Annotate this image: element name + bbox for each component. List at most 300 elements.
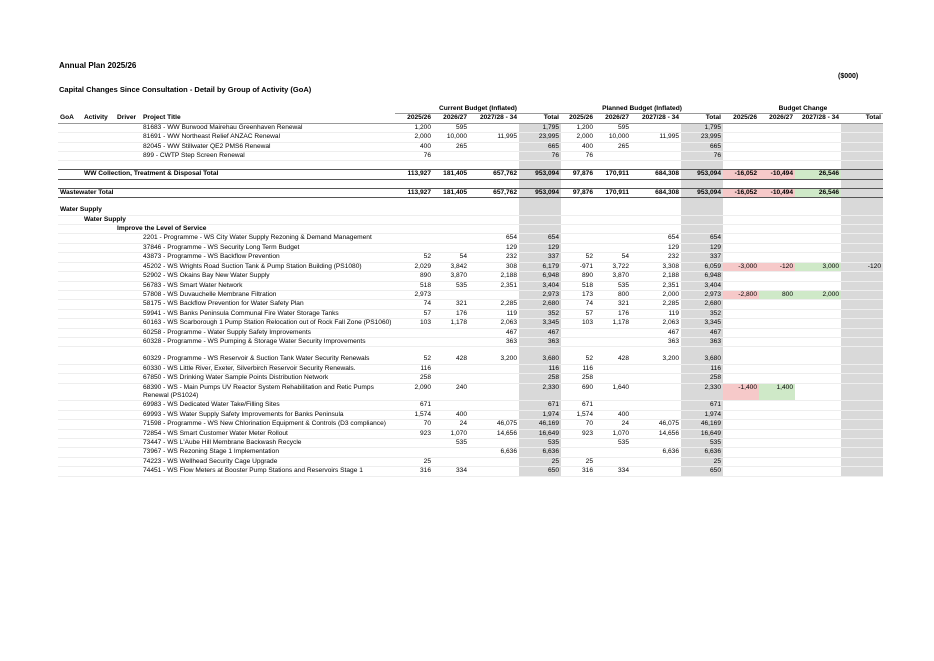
change-total <box>841 448 883 457</box>
change-y2 <box>759 457 795 466</box>
change-y3 <box>795 420 841 429</box>
project-title: 59941 - WS Banks Peninsula Communal Fire Water Storage Tanks <box>141 309 395 318</box>
planned-total: 671 <box>681 401 723 410</box>
spacer-row <box>58 198 883 207</box>
change-total <box>841 243 883 252</box>
change-y3 <box>795 429 841 438</box>
planned-y2 <box>595 243 631 252</box>
project-title: 60258 - Programme - Water Supply Safety Improvements <box>141 328 395 337</box>
planned-y1 <box>561 328 595 337</box>
current-y2: 334 <box>433 467 469 476</box>
planned-y3: 11,995 <box>631 133 681 142</box>
total-label: WW Collection, Treatment & Disposal Total <box>82 170 395 179</box>
group-label: Water Supply <box>58 206 395 215</box>
change-y2: -120 <box>759 262 795 271</box>
project-title: 69993 - WS Water Supply Safety Improvements for Banks Peninsula <box>141 410 395 419</box>
project-title: 82045 - WW Stillwater QE2 PMS6 Renewal <box>141 142 395 151</box>
unit-label: ($000) <box>838 73 859 80</box>
change-y1 <box>723 309 759 318</box>
current-y2: 1,178 <box>433 319 469 328</box>
current-y1: 103 <box>395 319 433 328</box>
change-total <box>841 123 883 132</box>
planned-y2: 3,870 <box>595 272 631 281</box>
change-total <box>841 383 883 401</box>
change-y3 <box>795 123 841 132</box>
group-header-row <box>58 105 883 114</box>
planned-y3 <box>631 383 681 401</box>
change-y2 <box>759 253 795 262</box>
change-total <box>841 133 883 142</box>
change-y2 <box>759 243 795 252</box>
current-y3: 6,636 <box>469 448 519 457</box>
change-y3 <box>795 142 841 151</box>
project-title: 56783 - WS Smart Water Network <box>141 281 395 290</box>
col-current-total: Total <box>519 114 561 123</box>
table-row <box>58 355 883 364</box>
table-row <box>58 420 883 429</box>
column-header-row <box>58 114 883 123</box>
change-y2: 800 <box>759 290 795 299</box>
project-title: 81691 - WW Northeast Relief ANZAC Renewal <box>141 133 395 142</box>
planned-y3: 2,000 <box>631 290 681 299</box>
planned-y2: 535 <box>595 281 631 290</box>
project-title: 71598 - Programme - WS New Chlorination Equipment & Controls (D3 compliance) <box>141 420 395 429</box>
project-title: 67850 - WS Drinking Water Sample Points Distribution Network <box>141 374 395 383</box>
current-budget-header: Current Budget (Inflated) <box>395 105 561 114</box>
change-y1 <box>723 281 759 290</box>
planned-total: 953,094 <box>681 188 723 197</box>
change-y1 <box>723 234 759 243</box>
planned-y3: 119 <box>631 309 681 318</box>
change-total <box>841 152 883 161</box>
change-y2 <box>759 410 795 419</box>
change-total <box>841 429 883 438</box>
planned-total: 2,973 <box>681 290 723 299</box>
planned-total: 337 <box>681 253 723 262</box>
change-total <box>841 281 883 290</box>
planned-y1: 518 <box>561 281 595 290</box>
current-y2 <box>433 328 469 337</box>
change-y2 <box>759 467 795 476</box>
current-y1: 1,200 <box>395 123 433 132</box>
group-row <box>58 215 883 224</box>
change-y2 <box>759 401 795 410</box>
planned-y2: 265 <box>595 142 631 151</box>
current-y3 <box>469 383 519 401</box>
current-y3: 129 <box>469 243 519 252</box>
change-y3 <box>795 253 841 262</box>
current-y2: 1,070 <box>433 429 469 438</box>
change-y1 <box>723 123 759 132</box>
planned-y3: 6,636 <box>631 448 681 457</box>
planned-y1 <box>561 234 595 243</box>
planned-total: 129 <box>681 243 723 252</box>
table-row <box>58 364 883 373</box>
table-row <box>58 319 883 328</box>
current-total: 3,404 <box>519 281 561 290</box>
current-total: 2,680 <box>519 300 561 309</box>
planned-y3: 2,351 <box>631 281 681 290</box>
group-row <box>58 225 883 234</box>
change-y2 <box>759 281 795 290</box>
planned-y2: 1,178 <box>595 319 631 328</box>
change-y3: 3,000 <box>795 262 841 271</box>
current-y2 <box>433 337 469 346</box>
planned-total: 25 <box>681 457 723 466</box>
change-y2 <box>759 272 795 281</box>
planned-y3 <box>631 374 681 383</box>
current-total: 467 <box>519 328 561 337</box>
planned-y3 <box>631 410 681 419</box>
change-total <box>841 364 883 373</box>
planned-total: 258 <box>681 374 723 383</box>
table-row <box>58 328 883 337</box>
current-y2: 240 <box>433 383 469 401</box>
planned-y2 <box>595 401 631 410</box>
planned-y3: 232 <box>631 253 681 262</box>
col-current-y1: 2025/26 <box>395 114 433 123</box>
current-y2 <box>433 364 469 373</box>
project-title: 73447 - WS L'Aube Hill Membrane Backwash Recycle <box>141 439 395 448</box>
planned-y3 <box>631 142 681 151</box>
col-change-y1: 2025/26 <box>723 114 759 123</box>
col-planned-total: Total <box>681 114 723 123</box>
change-y1 <box>723 133 759 142</box>
current-y3 <box>469 374 519 383</box>
change-total <box>841 355 883 364</box>
planned-y1: 57 <box>561 309 595 318</box>
change-y1 <box>723 337 759 346</box>
planned-y3 <box>631 439 681 448</box>
change-total <box>841 319 883 328</box>
current-y2: 24 <box>433 420 469 429</box>
current-y2 <box>433 152 469 161</box>
table-row <box>58 142 883 151</box>
planned-y2: 10,000 <box>595 133 631 142</box>
current-y1: 25 <box>395 457 433 466</box>
planned-y3 <box>631 467 681 476</box>
table-row <box>58 152 883 161</box>
change-y3 <box>795 281 841 290</box>
group-row <box>58 206 883 215</box>
table-row <box>58 309 883 318</box>
planned-y1: 2,000 <box>561 133 595 142</box>
planned-total: 650 <box>681 467 723 476</box>
change-total <box>841 401 883 410</box>
change-y2 <box>759 355 795 364</box>
current-y1 <box>395 328 433 337</box>
table-row <box>58 262 883 271</box>
change-y2 <box>759 234 795 243</box>
planned-y1: 70 <box>561 420 595 429</box>
spacer-row <box>58 347 883 356</box>
change-total <box>841 309 883 318</box>
change-y3 <box>795 401 841 410</box>
current-y3 <box>469 457 519 466</box>
planned-y3: 2,188 <box>631 272 681 281</box>
current-y2: 3,870 <box>433 272 469 281</box>
current-total: 535 <box>519 439 561 448</box>
change-y3 <box>795 374 841 383</box>
change-y3 <box>795 309 841 318</box>
group-label: Improve the Level of Service <box>115 225 395 234</box>
current-y1: 2,973 <box>395 290 433 299</box>
current-y2 <box>433 290 469 299</box>
planned-y2: 428 <box>595 355 631 364</box>
project-title: 57808 - WS Duvauchelle Membrane Filtration <box>141 290 395 299</box>
change-y1: -2,800 <box>723 290 759 299</box>
planned-y2: 334 <box>595 467 631 476</box>
project-title: 43873 - Programme - WS Backflow Prevention <box>141 253 395 262</box>
budget-change-header: Budget Change <box>723 105 883 114</box>
change-y2 <box>759 420 795 429</box>
change-y1 <box>723 467 759 476</box>
change-y2 <box>759 364 795 373</box>
planned-y2: 176 <box>595 309 631 318</box>
planned-y1 <box>561 448 595 457</box>
current-y1: 116 <box>395 364 433 373</box>
project-title: 52902 - WS Okains Bay New Water Supply <box>141 272 395 281</box>
planned-total: 16,649 <box>681 429 723 438</box>
change-y3 <box>795 234 841 243</box>
current-total: 953,094 <box>519 170 561 179</box>
planned-y1: 76 <box>561 152 595 161</box>
planned-total: 76 <box>681 152 723 161</box>
planned-total: 46,169 <box>681 420 723 429</box>
current-y2: 321 <box>433 300 469 309</box>
change-y1 <box>723 272 759 281</box>
change-y2 <box>759 309 795 318</box>
current-y3: 657,762 <box>469 170 519 179</box>
current-y3 <box>469 123 519 132</box>
planned-y3: 3,308 <box>631 262 681 271</box>
report-subtitle: Capital Changes Since Consultation - Detail by Group of Activity (GoA) <box>59 85 312 94</box>
planned-total: 23,995 <box>681 133 723 142</box>
current-y1 <box>395 448 433 457</box>
planned-y3: 467 <box>631 328 681 337</box>
change-y1 <box>723 253 759 262</box>
project-title: 68390 - WS - Main Pumps UV Reactor System Rehabilitation and Retic Pumps Renewal (PS1024) <box>141 383 395 401</box>
change-y3: 26,546 <box>795 188 841 197</box>
table-row <box>58 253 883 262</box>
planned-y1: 97,876 <box>561 188 595 197</box>
change-y1 <box>723 420 759 429</box>
group-label: Water Supply <box>82 215 395 224</box>
current-y1: 2,000 <box>395 133 433 142</box>
current-total: 116 <box>519 364 561 373</box>
current-y2 <box>433 234 469 243</box>
col-current-y2: 2026/27 <box>433 114 469 123</box>
project-title: 74451 - WS Flow Meters at Booster Pump Stations and Reservoirs Stage 1 <box>141 467 395 476</box>
col-planned-y2: 2026/27 <box>595 114 631 123</box>
project-title: 72854 - WS Smart Customer Water Meter Rollout <box>141 429 395 438</box>
change-y2: 1,400 <box>759 383 795 401</box>
table-row <box>58 410 883 419</box>
col-current-y3: 2027/28 - 34 <box>469 114 519 123</box>
current-y2: 181,405 <box>433 170 469 179</box>
planned-total: 363 <box>681 337 723 346</box>
planned-y1: 400 <box>561 142 595 151</box>
change-y3 <box>795 319 841 328</box>
current-y3: 46,075 <box>469 420 519 429</box>
planned-y1: -971 <box>561 262 595 271</box>
planned-y1 <box>561 439 595 448</box>
current-y1: 2,090 <box>395 383 433 401</box>
current-y3: 308 <box>469 262 519 271</box>
project-title: 60330 - WS Little River, Exeter, Silverbirch Reservoir Security Renewals. <box>141 364 395 373</box>
planned-total: 1,795 <box>681 123 723 132</box>
current-y3: 657,762 <box>469 188 519 197</box>
current-total: 76 <box>519 152 561 161</box>
project-title: 899 - CWTP Step Screen Renewal <box>141 152 395 161</box>
current-y2 <box>433 243 469 252</box>
table-row <box>58 234 883 243</box>
planned-y1: 97,876 <box>561 170 595 179</box>
planned-total: 1,974 <box>681 410 723 419</box>
current-y1: 890 <box>395 272 433 281</box>
current-y1: 258 <box>395 374 433 383</box>
planned-y2: 1,070 <box>595 429 631 438</box>
current-y3: 14,656 <box>469 429 519 438</box>
change-y1 <box>723 410 759 419</box>
change-y3 <box>795 152 841 161</box>
change-total <box>841 272 883 281</box>
change-total <box>841 234 883 243</box>
current-y1: 400 <box>395 142 433 151</box>
current-y1 <box>395 234 433 243</box>
col-planned-y1: 2025/26 <box>561 114 595 123</box>
planned-total: 665 <box>681 142 723 151</box>
current-total: 6,636 <box>519 448 561 457</box>
table-row <box>58 439 883 448</box>
planned-y3: 2,063 <box>631 319 681 328</box>
change-y1: -16,052 <box>723 188 759 197</box>
planned-y3: 684,308 <box>631 188 681 197</box>
current-total: 3,680 <box>519 355 561 364</box>
planned-total: 116 <box>681 364 723 373</box>
table-row <box>58 448 883 457</box>
planned-y2 <box>595 337 631 346</box>
current-y2: 428 <box>433 355 469 364</box>
current-y1: 2,029 <box>395 262 433 271</box>
change-y2 <box>759 133 795 142</box>
change-y1 <box>723 328 759 337</box>
change-y1 <box>723 319 759 328</box>
current-y2 <box>433 374 469 383</box>
current-y1: 52 <box>395 253 433 262</box>
change-y1: -3,000 <box>723 262 759 271</box>
current-y1: 923 <box>395 429 433 438</box>
change-y2 <box>759 429 795 438</box>
table-body <box>58 123 883 476</box>
current-total: 363 <box>519 337 561 346</box>
change-total <box>841 457 883 466</box>
table-row <box>58 383 883 401</box>
current-y2: 595 <box>433 123 469 132</box>
project-title: 45202 - WS Wrights Road Suction Tank & Pump Station Building (PS1080) <box>141 262 395 271</box>
current-total: 46,169 <box>519 420 561 429</box>
table-row <box>58 337 883 346</box>
planned-y1 <box>561 337 595 346</box>
current-y1: 113,927 <box>395 188 433 197</box>
planned-y2: 800 <box>595 290 631 299</box>
project-title: 60329 - Programme - WS Reservoir & Suction Tank Water Security Renewals <box>141 355 395 364</box>
current-y3 <box>469 467 519 476</box>
current-y1: 316 <box>395 467 433 476</box>
change-y1: -16,052 <box>723 170 759 179</box>
change-y3 <box>795 328 841 337</box>
current-y2: 181,405 <box>433 188 469 197</box>
table-row <box>58 133 883 142</box>
change-total: -120 <box>841 262 883 271</box>
table-row <box>58 429 883 438</box>
change-y1: -1,400 <box>723 383 759 401</box>
planned-total: 6,948 <box>681 272 723 281</box>
col-project: Project Title <box>141 114 395 123</box>
planned-y1: 671 <box>561 401 595 410</box>
change-y3: 2,000 <box>795 290 841 299</box>
change-y3 <box>795 467 841 476</box>
planned-y2: 3,722 <box>595 262 631 271</box>
current-total: 23,995 <box>519 133 561 142</box>
planned-total: 467 <box>681 328 723 337</box>
change-total <box>841 142 883 151</box>
current-y2: 54 <box>433 253 469 262</box>
current-y1: 52 <box>395 355 433 364</box>
current-y2 <box>433 448 469 457</box>
current-y1: 671 <box>395 401 433 410</box>
planned-y1: 173 <box>561 290 595 299</box>
current-total: 671 <box>519 401 561 410</box>
planned-y3: 46,075 <box>631 420 681 429</box>
current-y3: 2,188 <box>469 272 519 281</box>
planned-y2 <box>595 152 631 161</box>
planned-y1: 1,574 <box>561 410 595 419</box>
current-y3: 467 <box>469 328 519 337</box>
change-y2 <box>759 337 795 346</box>
current-y3: 2,285 <box>469 300 519 309</box>
change-total <box>841 300 883 309</box>
current-y1 <box>395 243 433 252</box>
change-y2 <box>759 300 795 309</box>
planned-y2 <box>595 364 631 373</box>
change-total <box>841 467 883 476</box>
change-y1 <box>723 243 759 252</box>
current-y1: 57 <box>395 309 433 318</box>
planned-y2 <box>595 457 631 466</box>
planned-y3: 363 <box>631 337 681 346</box>
planned-y1: 890 <box>561 272 595 281</box>
planned-y1: 25 <box>561 457 595 466</box>
current-y3: 2,351 <box>469 281 519 290</box>
planned-y1: 690 <box>561 383 595 401</box>
project-title: 81683 - WW Burwood Mairehau Greenhaven Renewal <box>141 123 395 132</box>
col-driver: Driver <box>115 114 141 123</box>
project-title: 74223 - WS Wellhead Security Cage Upgrade <box>141 457 395 466</box>
change-y3 <box>795 364 841 373</box>
change-y1 <box>723 457 759 466</box>
current-y2: 176 <box>433 309 469 318</box>
current-y3: 2,063 <box>469 319 519 328</box>
current-y1: 113,927 <box>395 170 433 179</box>
current-y3 <box>469 439 519 448</box>
current-y1: 518 <box>395 281 433 290</box>
change-y3 <box>795 355 841 364</box>
change-y2: -10,494 <box>759 170 795 179</box>
current-total: 665 <box>519 142 561 151</box>
spacer-row <box>58 161 883 170</box>
planned-total: 3,345 <box>681 319 723 328</box>
